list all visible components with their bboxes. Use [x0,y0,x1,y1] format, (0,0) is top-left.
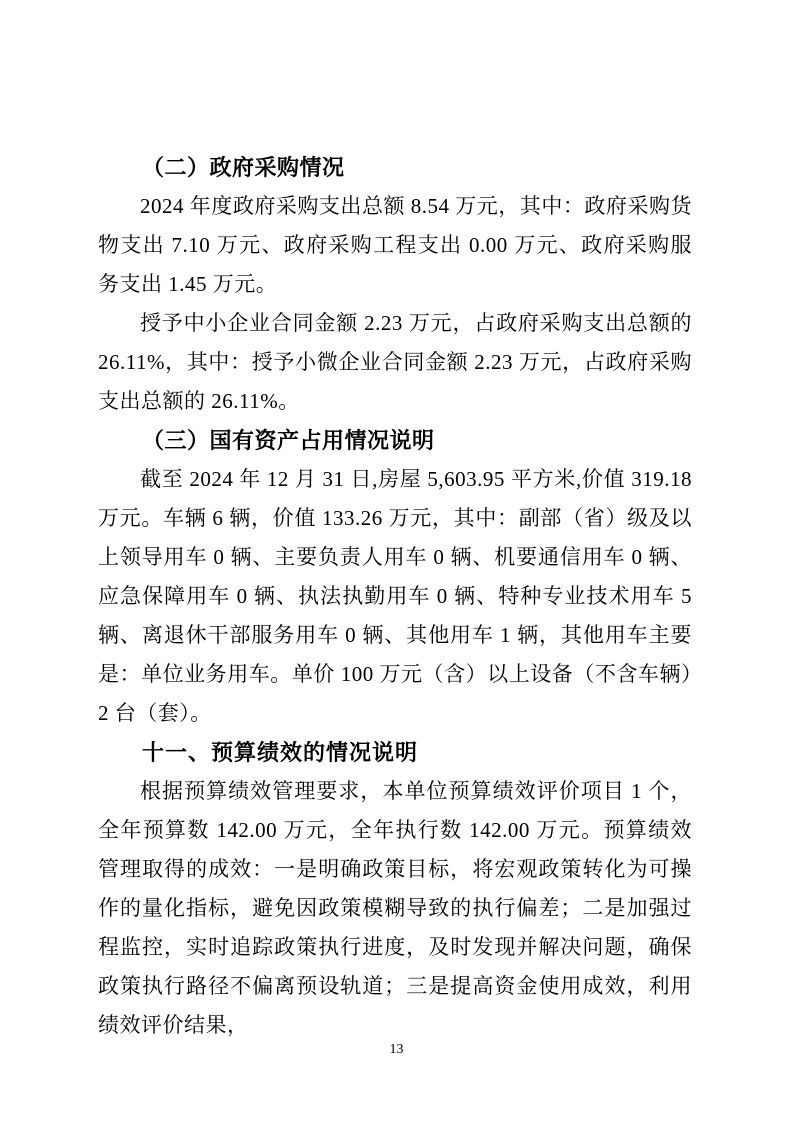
heading-state-assets: （三）国有资产占用情况说明 [142,428,435,453]
paragraph-budget-performance: 根据预算绩效管理要求，本单位预算绩效评价项目 1 个，全年预算数 142.00 万元，全年执行数 142.00 万元。预算绩效管理取得的成效：一是明确政策目标，将宏观政策转化为可操作的量化指标，避免因政策模糊导致的执行偏差；二是加强过程监控，实时追踪政策执行进度，及时发现并解决问题，确保政策执行路径不偏离预设轨道；三是提高资金使用成效，利用绩效评价结果， [98,779,692,1037]
paragraph-state-assets: 截至 2024 年 12 月 31 日,房屋 5,603.95 平方米,价值 319.18 万元。车辆 6 辆，价值 133.26 万元，其中：副部（省）级及以上领导用车 0 辆、主要负责人用车 0 辆、机要通信用车 0 辆、应急保障用车 0 辆、执法执勤用车 0 辆、特种专业技术用车 5 辆、离退休干部服务用车 0 辆、其他用车 1 辆，其他用车主要是：单位业务用车。单价 100 万元（含）以上设备（不含车辆）2 台（套）。 [98,467,692,725]
page-number: 13 [389,1042,404,1057]
heading-budget-performance: 十一、预算绩效的情况说明 [142,740,419,765]
paragraph-procurement-total: 2024 年度政府采购支出总额 8.54 万元，其中：政府采购货物支出 7.10 万元、政府采购工程支出 0.00 万元、政府采购服务支出 1.45 万元。 [98,194,692,296]
heading-government-procurement: （二）政府采购情况 [142,155,345,180]
paragraph-sme-contracts: 授予中小企业合同金额 2.23 万元，占政府采购支出总额的 26.11%，其中：授予小微企业合同金额 2.23 万元，占政府采购支出总额的 26.11%。 [98,311,692,413]
document-body [98,148,692,1045]
